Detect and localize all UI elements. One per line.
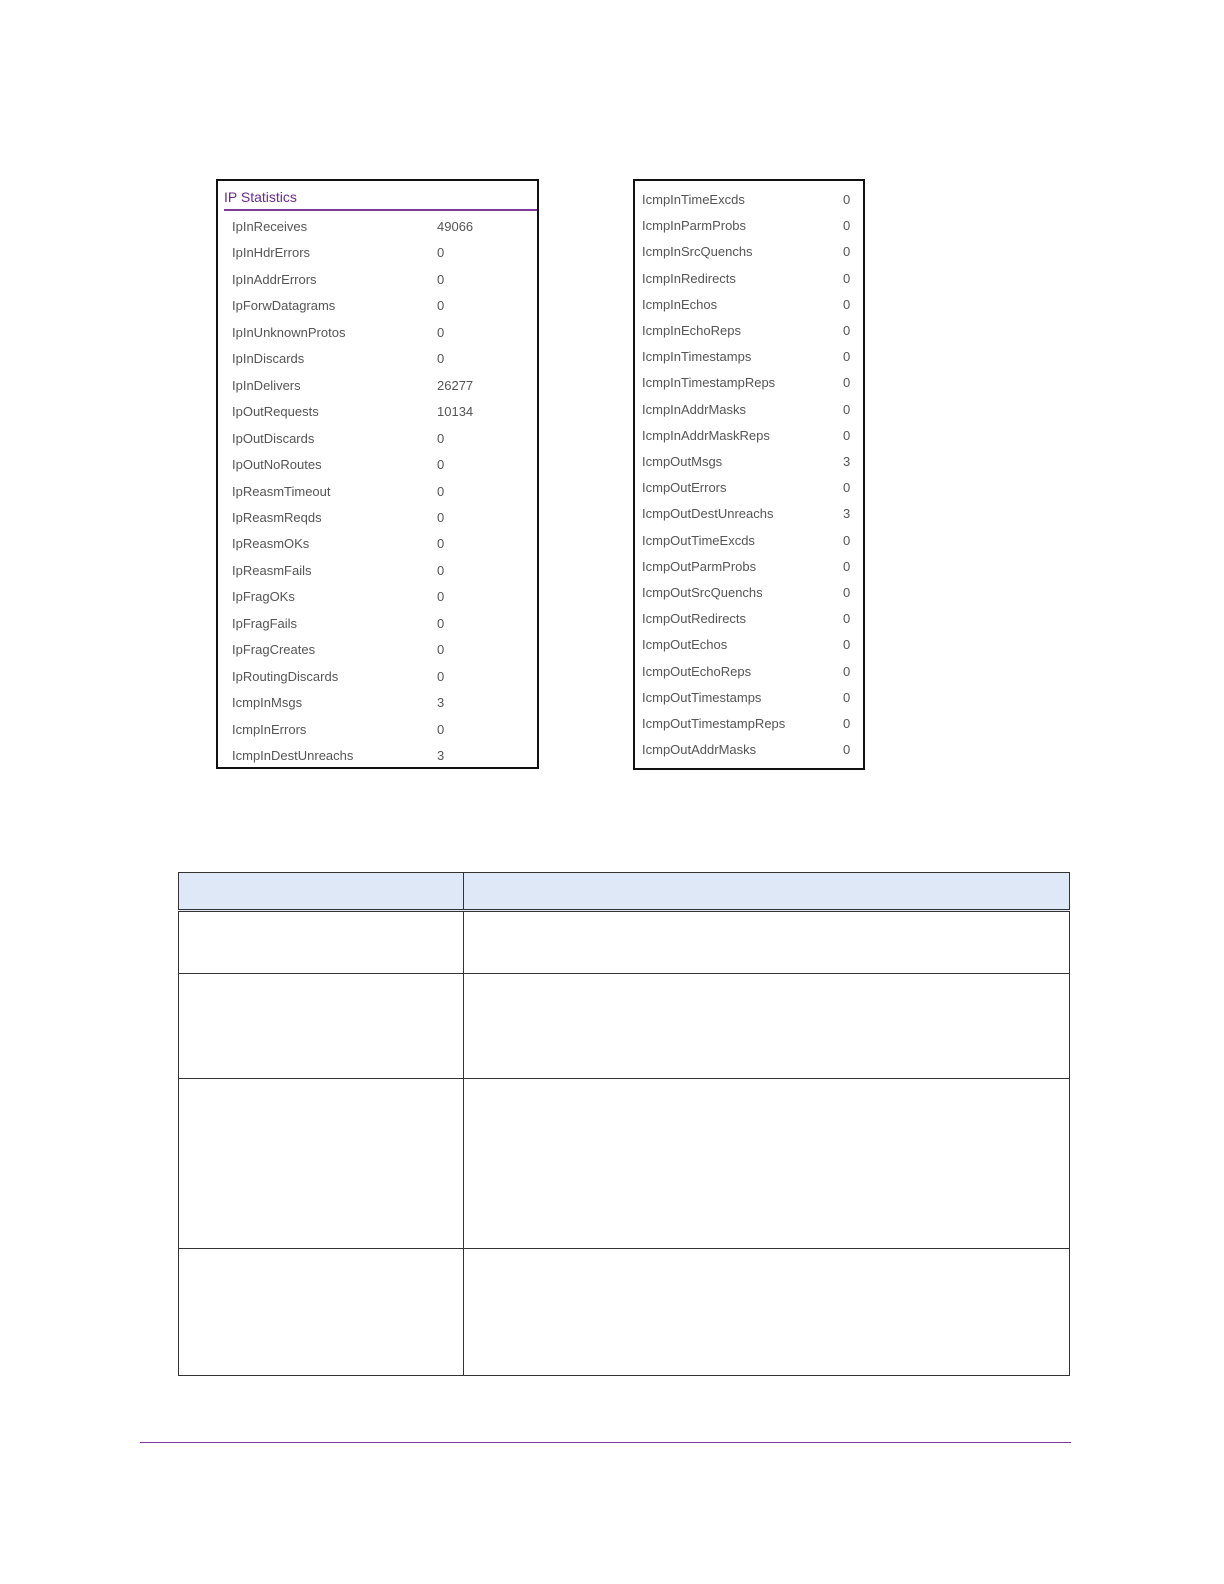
stat-label: IpOutRequests [232, 404, 319, 420]
stat-label: IpFragOKs [232, 589, 295, 605]
stat-value: 0 [843, 192, 851, 207]
stat-label: IpInDelivers [232, 377, 301, 393]
stat-value: 49066 [437, 219, 474, 234]
stat-label: IpOutDiscards [232, 430, 315, 446]
stat-label: IpReasmTimeout [232, 483, 331, 499]
stat-value: 0 [843, 270, 851, 286]
stat-value: 26277 [437, 377, 474, 393]
stat-label: IcmpOutTimeExcds [642, 532, 755, 548]
stat-label: IcmpOutParmProbs [642, 558, 757, 574]
table-cell [179, 974, 464, 1079]
stat-value: 0 [437, 271, 445, 287]
stat-value: 0 [843, 375, 851, 391]
stat-value: 0 [843, 427, 851, 443]
stat-label: IpInDiscards [232, 351, 305, 367]
icmp-statistics-panel [633, 179, 865, 770]
ip-statistics-panel [216, 179, 539, 769]
stat-value: 0 [437, 668, 445, 684]
stat-label: IcmpOutTimestampReps [642, 716, 786, 731]
stat-value: 0 [437, 245, 445, 261]
table-header-row [179, 873, 1070, 911]
stat-value: 0 [843, 296, 851, 312]
stat-label: IpReasmFails [232, 562, 312, 578]
stat-label: IpInUnknownProtos [232, 324, 346, 340]
stat-value: 3 [843, 506, 851, 522]
stat-label: IcmpInTimestamps [642, 349, 752, 365]
stat-value: 0 [437, 509, 445, 525]
stat-value: 0 [843, 663, 851, 679]
stat-label: IpReasmOKs [232, 536, 310, 552]
stat-value: 0 [843, 218, 851, 234]
stat-label: IpFragFails [232, 615, 298, 631]
stat-value: 0 [843, 244, 851, 260]
stat-label: IpRoutingDiscards [232, 668, 339, 684]
table-cell [464, 974, 1070, 1079]
stat-value: 0 [437, 298, 445, 314]
stat-value: 0 [843, 558, 851, 574]
stat-value: 0 [843, 349, 851, 365]
stat-label: IcmpInAddrMasks [642, 401, 747, 417]
stat-value: 0 [437, 536, 445, 552]
stat-value: 0 [843, 637, 851, 653]
table-cell [179, 911, 464, 974]
stat-label: IcmpOutAddrMasks [642, 742, 757, 758]
table-row [179, 1079, 1070, 1249]
stat-label: IpOutNoRoutes [232, 457, 322, 473]
stat-label: IpReasmReqds [232, 509, 322, 525]
stat-label: IcmpOutRedirects [642, 611, 747, 627]
stat-value: 0 [437, 457, 445, 473]
stat-label: IcmpOutErrors [642, 480, 727, 496]
table-row [179, 1249, 1070, 1376]
stat-label: IcmpInAddrMaskReps [642, 427, 770, 443]
stat-value: 0 [437, 430, 445, 446]
stat-label: IcmpOutTimestamps [642, 689, 762, 705]
panel-title: IP Statistics [224, 189, 297, 205]
stat-label: IcmpInParmProbs [642, 218, 747, 234]
description-table [178, 872, 1070, 1376]
stat-value: 0 [843, 585, 851, 600]
table-cell [464, 1079, 1070, 1249]
stat-value: 0 [843, 611, 851, 627]
stat-label: IcmpOutEchoReps [642, 663, 752, 679]
stat-value: 0 [437, 483, 445, 499]
stat-value: 0 [843, 689, 851, 705]
stat-label: IcmpOutMsgs [642, 454, 723, 469]
stat-label: IcmpOutDestUnreachs [642, 506, 774, 522]
stat-label: IcmpInMsgs [232, 695, 303, 711]
stat-value: 0 [437, 589, 445, 605]
stat-value: 0 [843, 742, 851, 758]
stat-value: 3 [437, 748, 445, 763]
stat-value: 0 [437, 642, 445, 658]
stat-label: IpInAddrErrors [232, 271, 317, 287]
stat-label: IcmpInErrors [232, 721, 307, 737]
stat-label: IcmpOutEchos [642, 637, 728, 653]
stat-label: IcmpInEchos [642, 296, 718, 312]
stat-label: IcmpInRedirects [642, 270, 736, 286]
stat-label: IcmpInSrcQuenchs [642, 244, 753, 260]
table-cell [179, 1079, 464, 1249]
stat-value: 3 [843, 454, 851, 469]
stat-label: IcmpOutSrcQuenchs [642, 585, 763, 600]
table-header-cell [464, 873, 1070, 911]
stat-value: 0 [437, 324, 445, 340]
stat-value: 0 [843, 532, 851, 548]
stat-label: IpInHdrErrors [232, 245, 311, 261]
stat-value: 0 [437, 615, 445, 631]
stat-label: IcmpInDestUnreachs [232, 748, 354, 763]
table-cell [464, 1249, 1070, 1376]
stat-value: 0 [437, 562, 445, 578]
stat-value: 10134 [437, 404, 474, 420]
stat-value: 0 [843, 401, 851, 417]
stat-value: 0 [437, 721, 445, 737]
table-row [179, 911, 1070, 974]
stat-label: IcmpInTimestampReps [642, 375, 776, 391]
stat-value: 3 [437, 695, 445, 711]
table-cell [464, 911, 1070, 974]
stat-label: IpForwDatagrams [232, 298, 336, 314]
title-underline [224, 209, 537, 211]
stat-value: 0 [843, 480, 851, 496]
stat-value: 0 [843, 323, 851, 338]
stat-label: IcmpInEchoReps [642, 323, 741, 338]
stat-label: IpInReceives [232, 219, 308, 234]
table-header-cell [179, 873, 464, 911]
stat-label: IcmpInTimeExcds [642, 192, 745, 207]
table-row [179, 974, 1070, 1079]
stat-value: 0 [437, 351, 445, 367]
footer-rule [140, 1442, 1071, 1443]
stat-label: IpFragCreates [232, 642, 316, 658]
table-cell [179, 1249, 464, 1376]
stat-value: 0 [843, 716, 851, 731]
